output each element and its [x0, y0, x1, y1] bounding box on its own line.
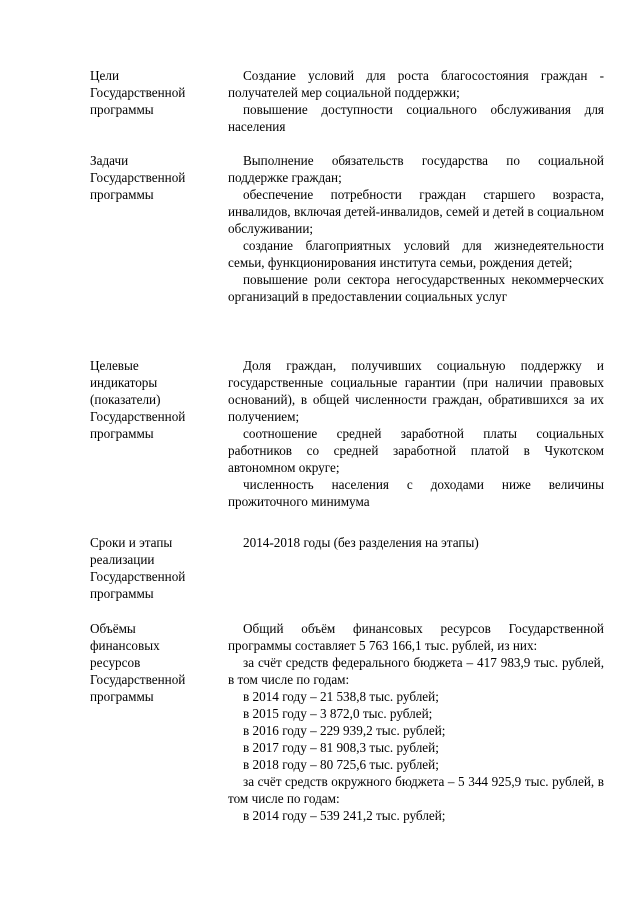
- indicators-content: [228, 357, 604, 510]
- funding-item: в 2014 году – 539 241,2 тыс. рублей;: [243, 808, 446, 823]
- task-item: создание благоприятных условий для жизнедеятельности семьи, функционирования института семьи, рождения детей;: [228, 238, 604, 270]
- funding-item: в 2014 году – 21 538,8 тыс. рублей;: [243, 689, 439, 704]
- goal-item: повышение доступности социального обслуживания для населения: [228, 102, 604, 134]
- funding-content: [228, 620, 604, 824]
- funding-item: в 2018 году – 80 725,6 тыс. рублей;: [243, 757, 439, 772]
- funding-item: Общий объём финансовых ресурсов Государственной программы составляет 5 763 166,1 тыс. рублей, из них:: [228, 621, 604, 653]
- task-item: Выполнение обязательств государства по социальной поддержке граждан;: [228, 153, 604, 185]
- goals-content: [228, 67, 604, 135]
- funding-item: в 2017 году – 81 908,3 тыс. рублей;: [243, 740, 439, 755]
- task-item: повышение роли сектора негосударственных некоммерческих организаций в предоставлении социальных услуг: [228, 272, 604, 304]
- funding-label: Объёмы финансовых ресурсов Государственной программы: [90, 621, 186, 704]
- funding-item: в 2016 году – 229 939,2 тыс. рублей;: [243, 723, 446, 738]
- funding-item: в 2015 году – 3 872,0 тыс. рублей;: [243, 706, 433, 721]
- funding-item: за счёт средств окружного бюджета – 5 344 925,9 тыс. рублей, в том числе по годам:: [228, 774, 604, 806]
- indicators-label: Целевые индикаторы (показатели) Государственной программы: [90, 358, 186, 441]
- timeline-label: Сроки и этапы реализации Государственной программы: [90, 535, 186, 601]
- funding-item: за счёт средств федерального бюджета – 417 983,9 тыс. рублей, в том числе по годам:: [228, 655, 604, 687]
- timeline-item: 2014-2018 годы (без разделения на этапы): [243, 535, 479, 550]
- indicator-item: Доля граждан, получивших социальную поддержку и государственные социальные гарантии (при наличии правовых оснований), в общей численности граждан, обратившихся за их получением;: [228, 358, 604, 424]
- goals-label: Цели Государственной программы: [90, 68, 186, 117]
- task-item: обеспечение потребности граждан старшего возраста, инвалидов, включая детей-инвалидов, семей и детей в социальном обслуживании;: [228, 187, 604, 236]
- tasks-content: [228, 152, 604, 305]
- indicator-item: соотношение средней заработной платы социальных работников со средней заработной платой в Чукотском автономном округе;: [228, 426, 604, 475]
- goal-item: Создание условий для роста благосостояния граждан - получателей мер социальной поддержки;: [228, 68, 604, 100]
- indicator-item: численность населения с доходами ниже величины прожиточного минимума: [228, 477, 604, 509]
- timeline-content: [228, 534, 604, 551]
- tasks-label: Задачи Государственной программы: [90, 153, 186, 202]
